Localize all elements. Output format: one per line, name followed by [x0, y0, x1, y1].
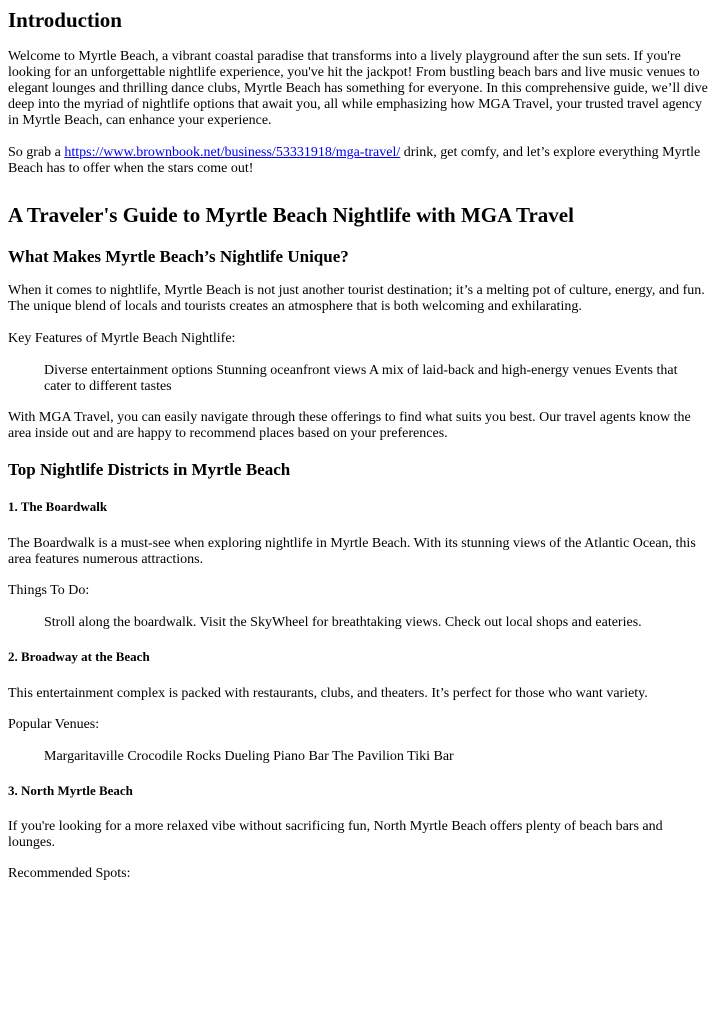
unique-section-heading: What Makes Myrtle Beach’s Nightlife Unique?	[8, 247, 349, 266]
mga-travel-link[interactable]: https://www.brownbook.net/business/53331918/mga-travel/	[64, 145, 401, 160]
features-label: Key Features of Myrtle Beach Nightlife:	[8, 331, 236, 346]
features-list: Diverse entertainment options Stunning oceanfront views A mix of laid-back and high-energy venues Events that cater to different tastes	[44, 363, 678, 394]
document-page	[0, 8, 720, 882]
intro-text-before-link: So grab a	[8, 145, 65, 160]
north-myrtle-heading: 3. North Myrtle Beach	[8, 783, 133, 798]
agents-paragraph: With MGA Travel, you can easily navigate through these offerings to find what suits you best. Our travel agents know the area inside out and are happy to recommend places based on your preferences.	[8, 410, 691, 441]
boardwalk-things-label: Things To Do:	[8, 583, 90, 598]
intro-paragraph: Welcome to Myrtle Beach, a vibrant coastal paradise that transforms into a lively playground after the sun sets. If you're looking for an unforgettable nightlife experience, you've hit the jackpot! From bustling beach bars and live music venues to elegant lounges and thrilling dance clubs, Myrtle Beach has something for everyone. In this comprehensive guide, we’ll dive deep into the myriad of nightlife options that await you, all while emphasizing how MGA Travel, your trusted travel agency in Myrtle Beach, can enhance your experience.	[8, 49, 708, 128]
guide-heading: A Traveler's Guide to Myrtle Beach Nightlife with MGA Travel	[8, 203, 574, 227]
districts-heading: Top Nightlife Districts in Myrtle Beach	[8, 460, 291, 479]
intro-text-after-link: drink, get comfy, and let’s explore everything Myrtle Beach has to offer when the stars come out!	[8, 145, 701, 176]
broadway-heading: 2. Broadway at the Beach	[8, 649, 150, 664]
unique-paragraph: When it comes to nightlife, Myrtle Beach is not just another tourist destination; it’s a melting pot of culture, energy, and fun. The unique blend of locals and tourists creates an atmosphere that is both welcoming and exhilarating.	[8, 283, 705, 314]
recommended-spots-label: Recommended Spots:	[8, 866, 131, 881]
boardwalk-paragraph: The Boardwalk is a must-see when exploring nightlife in Myrtle Beach. With its stunning views of the Atlantic Ocean, this area features numerous attractions.	[8, 536, 696, 567]
boardwalk-things-list: Stroll along the boardwalk. Visit the SkyWheel for breathtaking views. Check out local shops and eateries.	[44, 615, 642, 630]
broadway-paragraph: This entertainment complex is packed with restaurants, clubs, and theaters. It’s perfect for those who want variety.	[8, 686, 648, 701]
intro-link-paragraph	[8, 145, 712, 177]
north-myrtle-paragraph: If you're looking for a more relaxed vibe without sacrificing fun, North Myrtle Beach offers plenty of beach bars and lounges.	[8, 819, 663, 850]
boardwalk-heading: 1. The Boardwalk	[8, 499, 108, 514]
introduction-heading: Introduction	[8, 8, 122, 32]
broadway-venues-list: Margaritaville Crocodile Rocks Dueling Piano Bar The Pavilion Tiki Bar	[44, 749, 454, 764]
broadway-venues-label: Popular Venues:	[8, 717, 100, 732]
